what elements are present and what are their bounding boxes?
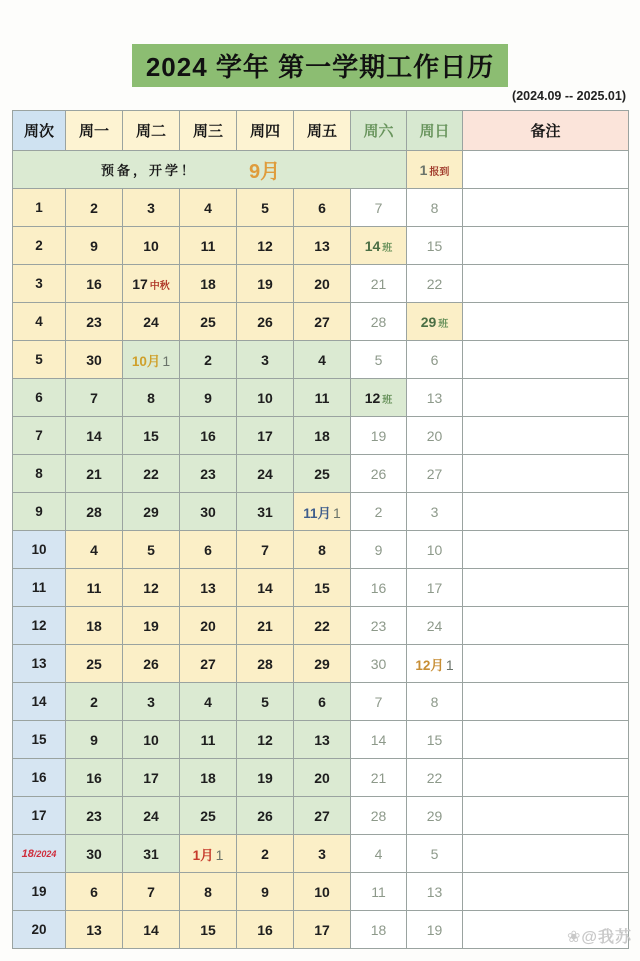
day-cell: 3 [123,189,180,227]
day-cell: 19 [123,607,180,645]
day-cell: 24 [407,607,463,645]
day-cell: 20 [180,607,237,645]
day-cell: 18 [351,911,407,949]
week-number-cell: 20 [13,911,66,949]
day-cell: 9 [180,379,237,417]
remark-cell [463,265,629,303]
day-cell: 31 [237,493,294,531]
month-label: 1月 [192,847,214,863]
week-number-cell: 17 [13,797,66,835]
remark-cell [463,151,629,189]
day-cell: 18 [180,759,237,797]
remark-cell [463,227,629,265]
day-cell: 27 [407,455,463,493]
remark-cell [463,531,629,569]
day-cell: 11 [180,227,237,265]
day-cell: 7 [351,683,407,721]
day-cell: 19 [407,911,463,949]
day-cell: 25 [180,797,237,835]
day-cell: 9 [351,531,407,569]
day-cell: 27 [294,797,351,835]
day-cell: 16 [66,759,123,797]
week-row-18 [13,835,629,873]
week-number-cell: 9 [13,493,66,531]
day-cell: 23 [66,797,123,835]
day-cell: 3 [407,493,463,531]
day-cell: 18 [294,417,351,455]
week-row-13 [13,645,629,683]
remark-cell [463,797,629,835]
day-cell: 26 [237,303,294,341]
remark-cell [463,379,629,417]
day-cell: 14 [351,721,407,759]
week-number-cell: 14 [13,683,66,721]
month-label: 12月 [415,657,444,673]
day-cell: 24 [237,455,294,493]
column-header-周四: 周四 [237,111,294,151]
week-row-11 [13,569,629,607]
september-banner [13,151,407,189]
day-cell: 30 [66,341,123,379]
day-cell: 6 [407,341,463,379]
watermark: ❀@我苏 [566,929,632,946]
remark-cell [463,341,629,379]
day-tag: 班 [438,318,449,330]
remark-cell [463,493,629,531]
header-row [13,111,629,151]
day-cell: 20 [294,759,351,797]
day-cell: 11 [66,569,123,607]
column-header-备注: 备注 [463,111,629,151]
day-cell: 14 [123,911,180,949]
day-cell: 18 [66,607,123,645]
week-number-cell: 11 [13,569,66,607]
week-row-12 [13,607,629,645]
day-cell: 17 [237,417,294,455]
month-row-september [13,151,629,189]
month-label: 10月 [131,353,161,369]
week-row-4 [13,303,629,341]
remark-cell [463,721,629,759]
day-cell: 17 [407,569,463,607]
week-row-17 [13,797,629,835]
day-cell: 17 [294,911,351,949]
day-cell: 1 报到 [407,151,463,189]
day-cell: 11 [294,379,351,417]
day-cell: 13 [407,379,463,417]
week-row-10 [13,531,629,569]
day-cell: 25 [294,455,351,493]
day-cell: 24 [123,797,180,835]
day-cell: 10 [123,227,180,265]
day-cell: 6 [294,189,351,227]
day-cell: 28 [351,797,407,835]
month-label: 11月 [303,505,331,521]
week-row-16 [13,759,629,797]
day-cell: 6 [180,531,237,569]
day-cell: 22 [407,265,463,303]
day-cell: 17 [123,759,180,797]
day-cell: 21 [351,265,407,303]
day-cell: 10 [237,379,294,417]
column-header-周日: 周日 [407,111,463,151]
day-cell: 4 [294,341,351,379]
day-cell: 16 [180,417,237,455]
day-cell: 31 [123,835,180,873]
registration-tag: 报到 [429,166,450,178]
week-number-cell: 3 [13,265,66,303]
day-cell: 29 [407,797,463,835]
day-cell: 5 [237,683,294,721]
week-row-9 [13,493,629,531]
day-cell: 8 [180,873,237,911]
day-cell: 29 班 [407,303,463,341]
month-label-september: 9月 [249,161,281,183]
week-number-cell: 15 [13,721,66,759]
day-cell: 5 [407,835,463,873]
day-cell: 4 [180,683,237,721]
remark-cell [463,759,629,797]
day-cell: 3 [237,341,294,379]
day-cell: 28 [237,645,294,683]
day-cell: 2 [351,493,407,531]
week-number-cell: 12 [13,607,66,645]
day-cell: 6 [66,873,123,911]
day-cell: 2 [180,341,237,379]
day-cell: 15 [294,569,351,607]
day-cell: 20 [407,417,463,455]
day-cell: 29 [294,645,351,683]
remark-cell [463,683,629,721]
day-cell: 15 [407,721,463,759]
week-number-cell: 7 [13,417,66,455]
day-cell: 13 [66,911,123,949]
day-cell: 5 [351,341,407,379]
day-cell: 16 [66,265,123,303]
remark-cell [463,835,629,873]
day-cell: 29 [123,493,180,531]
day-tag: 班 [382,394,393,406]
day-cell: 8 [407,683,463,721]
day-cell: 11 [180,721,237,759]
week-row-15 [13,721,629,759]
day-cell: 4 [180,189,237,227]
day-cell: 13 [294,227,351,265]
day-cell: 7 [123,873,180,911]
day-cell: 13 [294,721,351,759]
day-cell: 2 [66,683,123,721]
day-cell: 21 [351,759,407,797]
day-cell: 2 [237,835,294,873]
week-row-3 [13,265,629,303]
day-cell: 7 [351,189,407,227]
column-header-周三: 周三 [180,111,237,151]
day-cell: 12月 1 [407,645,463,683]
calendar-table [12,110,629,949]
day-cell: 5 [237,189,294,227]
week-number-cell: 18/2024 [13,835,66,873]
day-cell: 23 [351,607,407,645]
day-cell: 27 [180,645,237,683]
day-cell: 13 [180,569,237,607]
day-cell: 12 [237,721,294,759]
remark-cell [463,189,629,227]
week-row-8 [13,455,629,493]
day-cell: 11 [351,873,407,911]
day-cell: 15 [123,417,180,455]
week-number-cell: 13 [13,645,66,683]
week-number-cell: 2 [13,227,66,265]
day-cell: 24 [123,303,180,341]
day-cell: 12 [123,569,180,607]
day-cell: 16 [351,569,407,607]
day-cell: 26 [237,797,294,835]
day-cell: 16 [237,911,294,949]
column-header-周五: 周五 [294,111,351,151]
day-cell: 5 [123,531,180,569]
day-cell: 25 [66,645,123,683]
column-header-周二: 周二 [123,111,180,151]
day-tag: 班 [382,242,393,254]
day-cell: 8 [123,379,180,417]
week-number-cell: 1 [13,189,66,227]
day-cell: 14 [237,569,294,607]
week-row-20 [13,911,629,949]
day-cell: 26 [123,645,180,683]
day-cell: 28 [66,493,123,531]
day-cell: 10 [294,873,351,911]
day-cell: 21 [237,607,294,645]
day-cell: 26 [351,455,407,493]
remark-cell [463,569,629,607]
week-row-2 [13,227,629,265]
day-cell: 23 [180,455,237,493]
day-cell: 25 [180,303,237,341]
day-cell: 22 [123,455,180,493]
column-header-周次: 周次 [13,111,66,151]
day-cell: 1月 1 [180,835,237,873]
day-cell: 6 [294,683,351,721]
day-cell: 13 [407,873,463,911]
remark-cell [463,607,629,645]
day-cell: 4 [66,531,123,569]
school-opening-text: 预备，开学！ [101,163,198,178]
week-number-cell: 8 [13,455,66,493]
day-cell: 23 [66,303,123,341]
day-cell: 15 [180,911,237,949]
day-cell: 30 [180,493,237,531]
day-cell: 9 [66,721,123,759]
day-cell: 8 [407,189,463,227]
week-number-cell: 19 [13,873,66,911]
day-cell: 15 [407,227,463,265]
week-number-cell: 16 [13,759,66,797]
week-row-5 [13,341,629,379]
day-tag: 中秋 [149,280,170,292]
day-cell: 20 [294,265,351,303]
day-cell: 7 [237,531,294,569]
day-cell: 14 [66,417,123,455]
remark-cell [463,417,629,455]
week-row-7 [13,417,629,455]
week-row-1 [13,189,629,227]
day-cell: 28 [351,303,407,341]
day-cell: 19 [237,265,294,303]
week-number-cell: 5 [13,341,66,379]
calendar-body [13,151,629,949]
day-cell: 8 [294,531,351,569]
day-cell: 18 [180,265,237,303]
day-cell: 10 [123,721,180,759]
day-cell: 17 中秋 [123,265,180,303]
date-range: (2024.09 -- 2025.01) [512,89,626,103]
day-cell: 14 班 [351,227,407,265]
day-cell: 11月 1 [294,493,351,531]
week-number-cell: 10 [13,531,66,569]
week-row-19 [13,873,629,911]
day-cell: 3 [294,835,351,873]
day-cell: 9 [237,873,294,911]
remark-cell [463,303,629,341]
day-cell: 30 [351,645,407,683]
week-number-cell: 6 [13,379,66,417]
remark-cell [463,455,629,493]
remark-cell [463,645,629,683]
day-cell: 22 [294,607,351,645]
day-cell: 9 [66,227,123,265]
week-row-6 [13,379,629,417]
day-cell: 4 [351,835,407,873]
day-cell: 30 [66,835,123,873]
day-cell: 7 [66,379,123,417]
week-number-cell: 4 [13,303,66,341]
day-cell: 21 [66,455,123,493]
day-cell: 19 [351,417,407,455]
day-cell: 22 [407,759,463,797]
day-cell: 12 班 [351,379,407,417]
page-title: 2024 学年 第一学期工作日历 [132,44,508,87]
day-cell: 10月 1 [123,341,180,379]
day-cell: 27 [294,303,351,341]
day-cell: 10 [407,531,463,569]
day-cell: 2 [66,189,123,227]
column-header-周六: 周六 [351,111,407,151]
day-cell: 12 [237,227,294,265]
column-header-周一: 周一 [66,111,123,151]
day-cell: 3 [123,683,180,721]
day-cell: 19 [237,759,294,797]
title-bar [0,0,640,87]
remark-cell [463,873,629,911]
week-row-14 [13,683,629,721]
